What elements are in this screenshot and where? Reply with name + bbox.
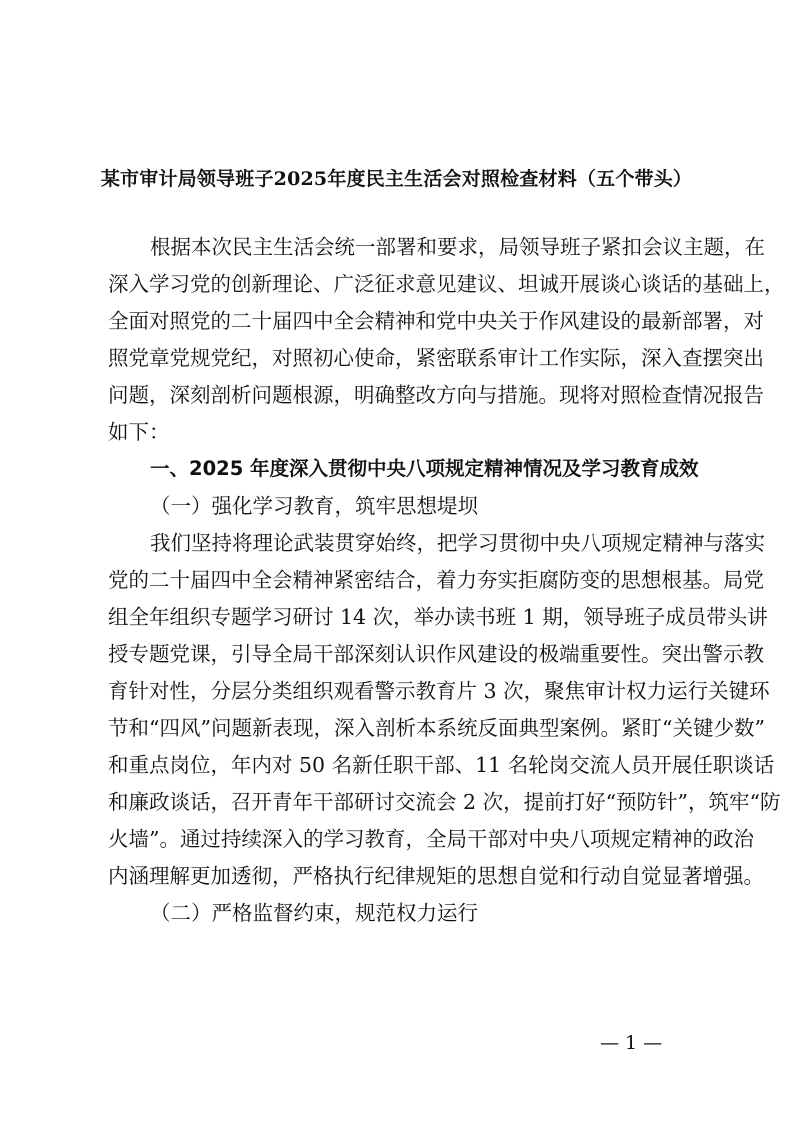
body-paragraph-line: 和重点岗位，年内对 50 名新任职干部、11 名轮岗交流人员开展任职谈话: [108, 753, 775, 777]
intro-paragraph-line: 问题，深刻剖析问题根源，明确整改方向与措施。现将对照检查情况报告: [108, 383, 764, 407]
body-paragraph-line: 育针对性，分层分类组织观看警示教育片 3 次，聚焦审计权力运行关键环: [108, 679, 770, 703]
body-paragraph-line: 节和“四风”问题新表现，深入剖析本系统反面典型案例。紧盯“关键少数”: [108, 716, 765, 740]
intro-paragraph-line: 全面对照党的二十届四中全会精神和党中央关于作风建设的最新部署，对: [108, 309, 764, 333]
body-paragraph-line: 组全年组织专题学习研讨 14 次，举办读书班 1 期，领导班子成员带头讲: [108, 605, 768, 629]
intro-paragraph-line: 照党章党规党纪，对照初心使命，紧密联系审计工作实际，深入查摆突出: [108, 346, 764, 370]
body-paragraph-line: 我们坚持将理论武装贯穿始终，把学习贯彻中央八项规定精神与落实: [150, 531, 765, 555]
body-paragraph-line: 火墙”。通过持续深入的学习教育，全局干部对中央八项规定精神的政治: [108, 827, 754, 851]
intro-paragraph-line: 如下：: [108, 420, 170, 444]
subsection-heading: （二）严格监督约束，规范权力运行: [150, 901, 478, 925]
body-paragraph-line: 授专题党课，引导全局干部深刻认识作风建设的极端重要性。突出警示教: [108, 642, 764, 666]
intro-paragraph-line: 根据本次民主生活会统一部署和要求，局领导班子紧扣会议主题，在: [150, 235, 765, 259]
body-paragraph-line: 党的二十届四中全会精神紧密结合，着力夯实拒腐防变的思想根基。局党: [108, 568, 764, 592]
page-number: — 1 —: [600, 1032, 663, 1054]
section-heading: 一、2025 年度深入贯彻中央八项规定精神情况及学习教育成效: [150, 457, 699, 480]
body-paragraph-line: 和廉政谈话，召开青年干部研讨交流会 2 次，提前打好“预防针”，筑牢“防: [108, 790, 781, 814]
document-title: 某市审计局领导班子2025年度民主生活会对照检查材料（五个带头）: [100, 168, 693, 190]
intro-paragraph-line: 深入学习党的创新理论、广泛征求意见建议、坦诚开展谈心谈话的基础上，: [108, 272, 785, 296]
body-paragraph-line: 内涵理解更加透彻，严格执行纪律规矩的思想自觉和行动自觉显著增强。: [108, 864, 764, 888]
subsection-heading: （一）强化学习教育，筑牢思想堤坝: [150, 494, 478, 518]
